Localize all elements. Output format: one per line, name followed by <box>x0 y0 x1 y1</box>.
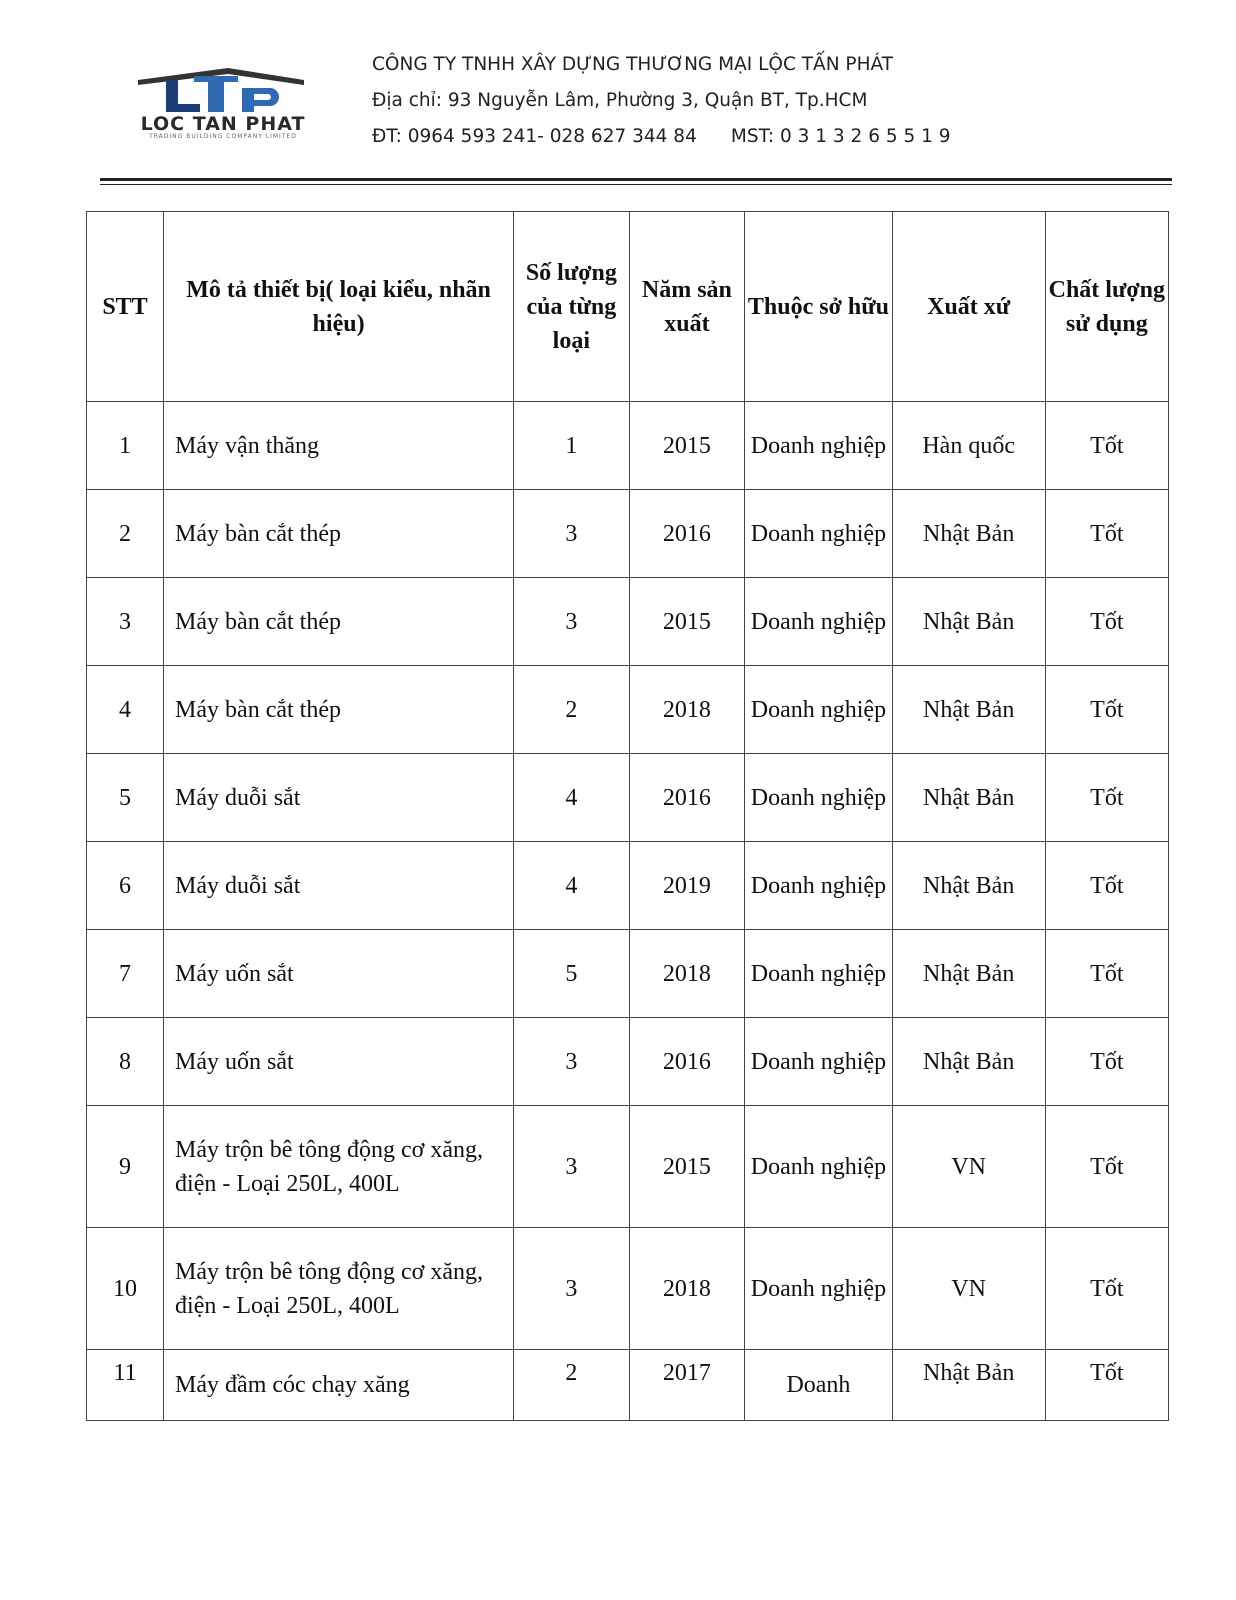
cell-year: 2018 <box>629 1228 745 1350</box>
table-row <box>87 666 1169 754</box>
cell-year: 2015 <box>629 1106 745 1228</box>
cell-year: 2015 <box>629 578 745 666</box>
header-description: Mô tả thiết bị( loại kiểu, nhãn hiệu) <box>164 212 514 402</box>
table-row <box>87 1018 1169 1106</box>
table-row <box>87 842 1169 930</box>
table-row <box>87 1228 1169 1350</box>
cell-description: Máy duỗi sắt <box>164 754 514 842</box>
cell-quality: Tốt <box>1045 1228 1168 1350</box>
cell-description: Máy uốn sắt <box>164 1018 514 1106</box>
cell-ownership: Doanh nghiệp <box>745 754 892 842</box>
cell-origin: VN <box>892 1106 1045 1228</box>
cell-stt: 2 <box>87 490 164 578</box>
company-tax-code: MST: 0 3 1 3 2 6 5 5 1 9 <box>730 126 951 147</box>
cell-quantity: 3 <box>514 1228 630 1350</box>
cell-year: 2018 <box>629 930 745 1018</box>
cell-description: Máy bàn cắt thép <box>164 490 514 578</box>
cell-ownership: Doanh <box>745 1350 892 1421</box>
company-phone: ĐT: 0964 593 241- 028 627 344 84 <box>372 126 697 147</box>
cell-quality: Tốt <box>1045 578 1168 666</box>
cell-year: 2015 <box>629 402 745 490</box>
cell-quantity: 2 <box>514 1350 630 1421</box>
cell-quality: Tốt <box>1045 402 1168 490</box>
cell-quality: Tốt <box>1045 1350 1168 1421</box>
header-quality: Chất lượng sử dụng <box>1045 212 1168 402</box>
cell-stt: 7 <box>87 930 164 1018</box>
cell-stt: 8 <box>87 1018 164 1106</box>
header-divider-thin <box>100 184 1172 185</box>
cell-description: Máy trộn bê tông động cơ xăng, điện - Loại 250L, 400L <box>164 1228 514 1350</box>
cell-origin: Hàn quốc <box>892 402 1045 490</box>
cell-ownership: Doanh nghiệp <box>745 1106 892 1228</box>
company-name: CÔNG TY TNHH XÂY DỰNG THƯƠNG MẠI LỘC TẤN PHÁT <box>372 54 894 75</box>
cell-ownership: Doanh nghiệp <box>745 490 892 578</box>
cell-stt: 1 <box>87 402 164 490</box>
table-row <box>87 402 1169 490</box>
cell-quantity: 5 <box>514 930 630 1018</box>
cell-description: Máy đầm cóc chạy xăng <box>164 1350 514 1421</box>
logo-subtext: TRADING BUILDING COMPANY LIMITED <box>149 133 297 140</box>
cell-origin: Nhật Bản <box>892 1350 1045 1421</box>
cell-origin: Nhật Bản <box>892 490 1045 578</box>
header-origin: Xuất xứ <box>892 212 1045 402</box>
company-address: Địa chỉ: 93 Nguyễn Lâm, Phường 3, Quận BT, Tp.HCM <box>372 90 868 111</box>
cell-stt: 6 <box>87 842 164 930</box>
cell-quality: Tốt <box>1045 666 1168 754</box>
header-stt: STT <box>87 212 164 402</box>
cell-year: 2016 <box>629 754 745 842</box>
cell-quantity: 4 <box>514 754 630 842</box>
header-divider-thick <box>100 178 1172 181</box>
cell-ownership: Doanh nghiệp <box>745 1018 892 1106</box>
cell-ownership: Doanh nghiệp <box>745 578 892 666</box>
logo-text: LOC TAN PHAT <box>140 113 306 135</box>
cell-origin: Nhật Bản <box>892 930 1045 1018</box>
cell-description: Máy trộn bê tông động cơ xăng, điện - Loại 250L, 400L <box>164 1106 514 1228</box>
cell-quality: Tốt <box>1045 842 1168 930</box>
logo-mark-icon <box>108 66 338 114</box>
cell-quality: Tốt <box>1045 754 1168 842</box>
cell-year: 2019 <box>629 842 745 930</box>
cell-quantity: 3 <box>514 1018 630 1106</box>
cell-ownership: Doanh nghiệp <box>745 666 892 754</box>
table-row <box>87 754 1169 842</box>
header-year: Năm sản xuất <box>629 212 745 402</box>
cell-description: Máy vận thăng <box>164 402 514 490</box>
cell-year: 2017 <box>629 1350 745 1421</box>
cell-origin: VN <box>892 1228 1045 1350</box>
header-ownership: Thuộc sở hữu <box>745 212 892 402</box>
equipment-table <box>86 211 1169 1421</box>
cell-quantity: 3 <box>514 1106 630 1228</box>
cell-year: 2018 <box>629 666 745 754</box>
cell-origin: Nhật Bản <box>892 578 1045 666</box>
company-logo <box>108 66 338 140</box>
cell-ownership: Doanh nghiệp <box>745 402 892 490</box>
cell-quality: Tốt <box>1045 1106 1168 1228</box>
table-row <box>87 490 1169 578</box>
cell-description: Máy bàn cắt thép <box>164 666 514 754</box>
cell-description: Máy uốn sắt <box>164 930 514 1018</box>
cell-origin: Nhật Bản <box>892 666 1045 754</box>
cell-origin: Nhật Bản <box>892 754 1045 842</box>
table-row <box>87 1350 1169 1421</box>
cell-origin: Nhật Bản <box>892 1018 1045 1106</box>
table-row <box>87 578 1169 666</box>
cell-quantity: 3 <box>514 578 630 666</box>
cell-stt: 4 <box>87 666 164 754</box>
cell-quantity: 4 <box>514 842 630 930</box>
cell-quantity: 1 <box>514 402 630 490</box>
cell-stt: 9 <box>87 1106 164 1228</box>
cell-description: Máy duỗi sắt <box>164 842 514 930</box>
cell-stt: 11 <box>87 1350 164 1421</box>
cell-description: Máy bàn cắt thép <box>164 578 514 666</box>
cell-ownership: Doanh nghiệp <box>745 1228 892 1350</box>
cell-quality: Tốt <box>1045 490 1168 578</box>
cell-year: 2016 <box>629 1018 745 1106</box>
table-header-row <box>87 212 1169 402</box>
cell-stt: 10 <box>87 1228 164 1350</box>
cell-stt: 5 <box>87 754 164 842</box>
cell-quality: Tốt <box>1045 930 1168 1018</box>
cell-origin: Nhật Bản <box>892 842 1045 930</box>
company-info <box>372 52 951 160</box>
cell-quality: Tốt <box>1045 1018 1168 1106</box>
cell-ownership: Doanh nghiệp <box>745 842 892 930</box>
cell-ownership: Doanh nghiệp <box>745 930 892 1018</box>
cell-stt: 3 <box>87 578 164 666</box>
cell-quantity: 2 <box>514 666 630 754</box>
company-contact-line <box>372 124 951 160</box>
cell-year: 2016 <box>629 490 745 578</box>
cell-quantity: 3 <box>514 490 630 578</box>
table-row <box>87 930 1169 1018</box>
table-row <box>87 1106 1169 1228</box>
header-quantity: Số lượng của từng loại <box>514 212 630 402</box>
